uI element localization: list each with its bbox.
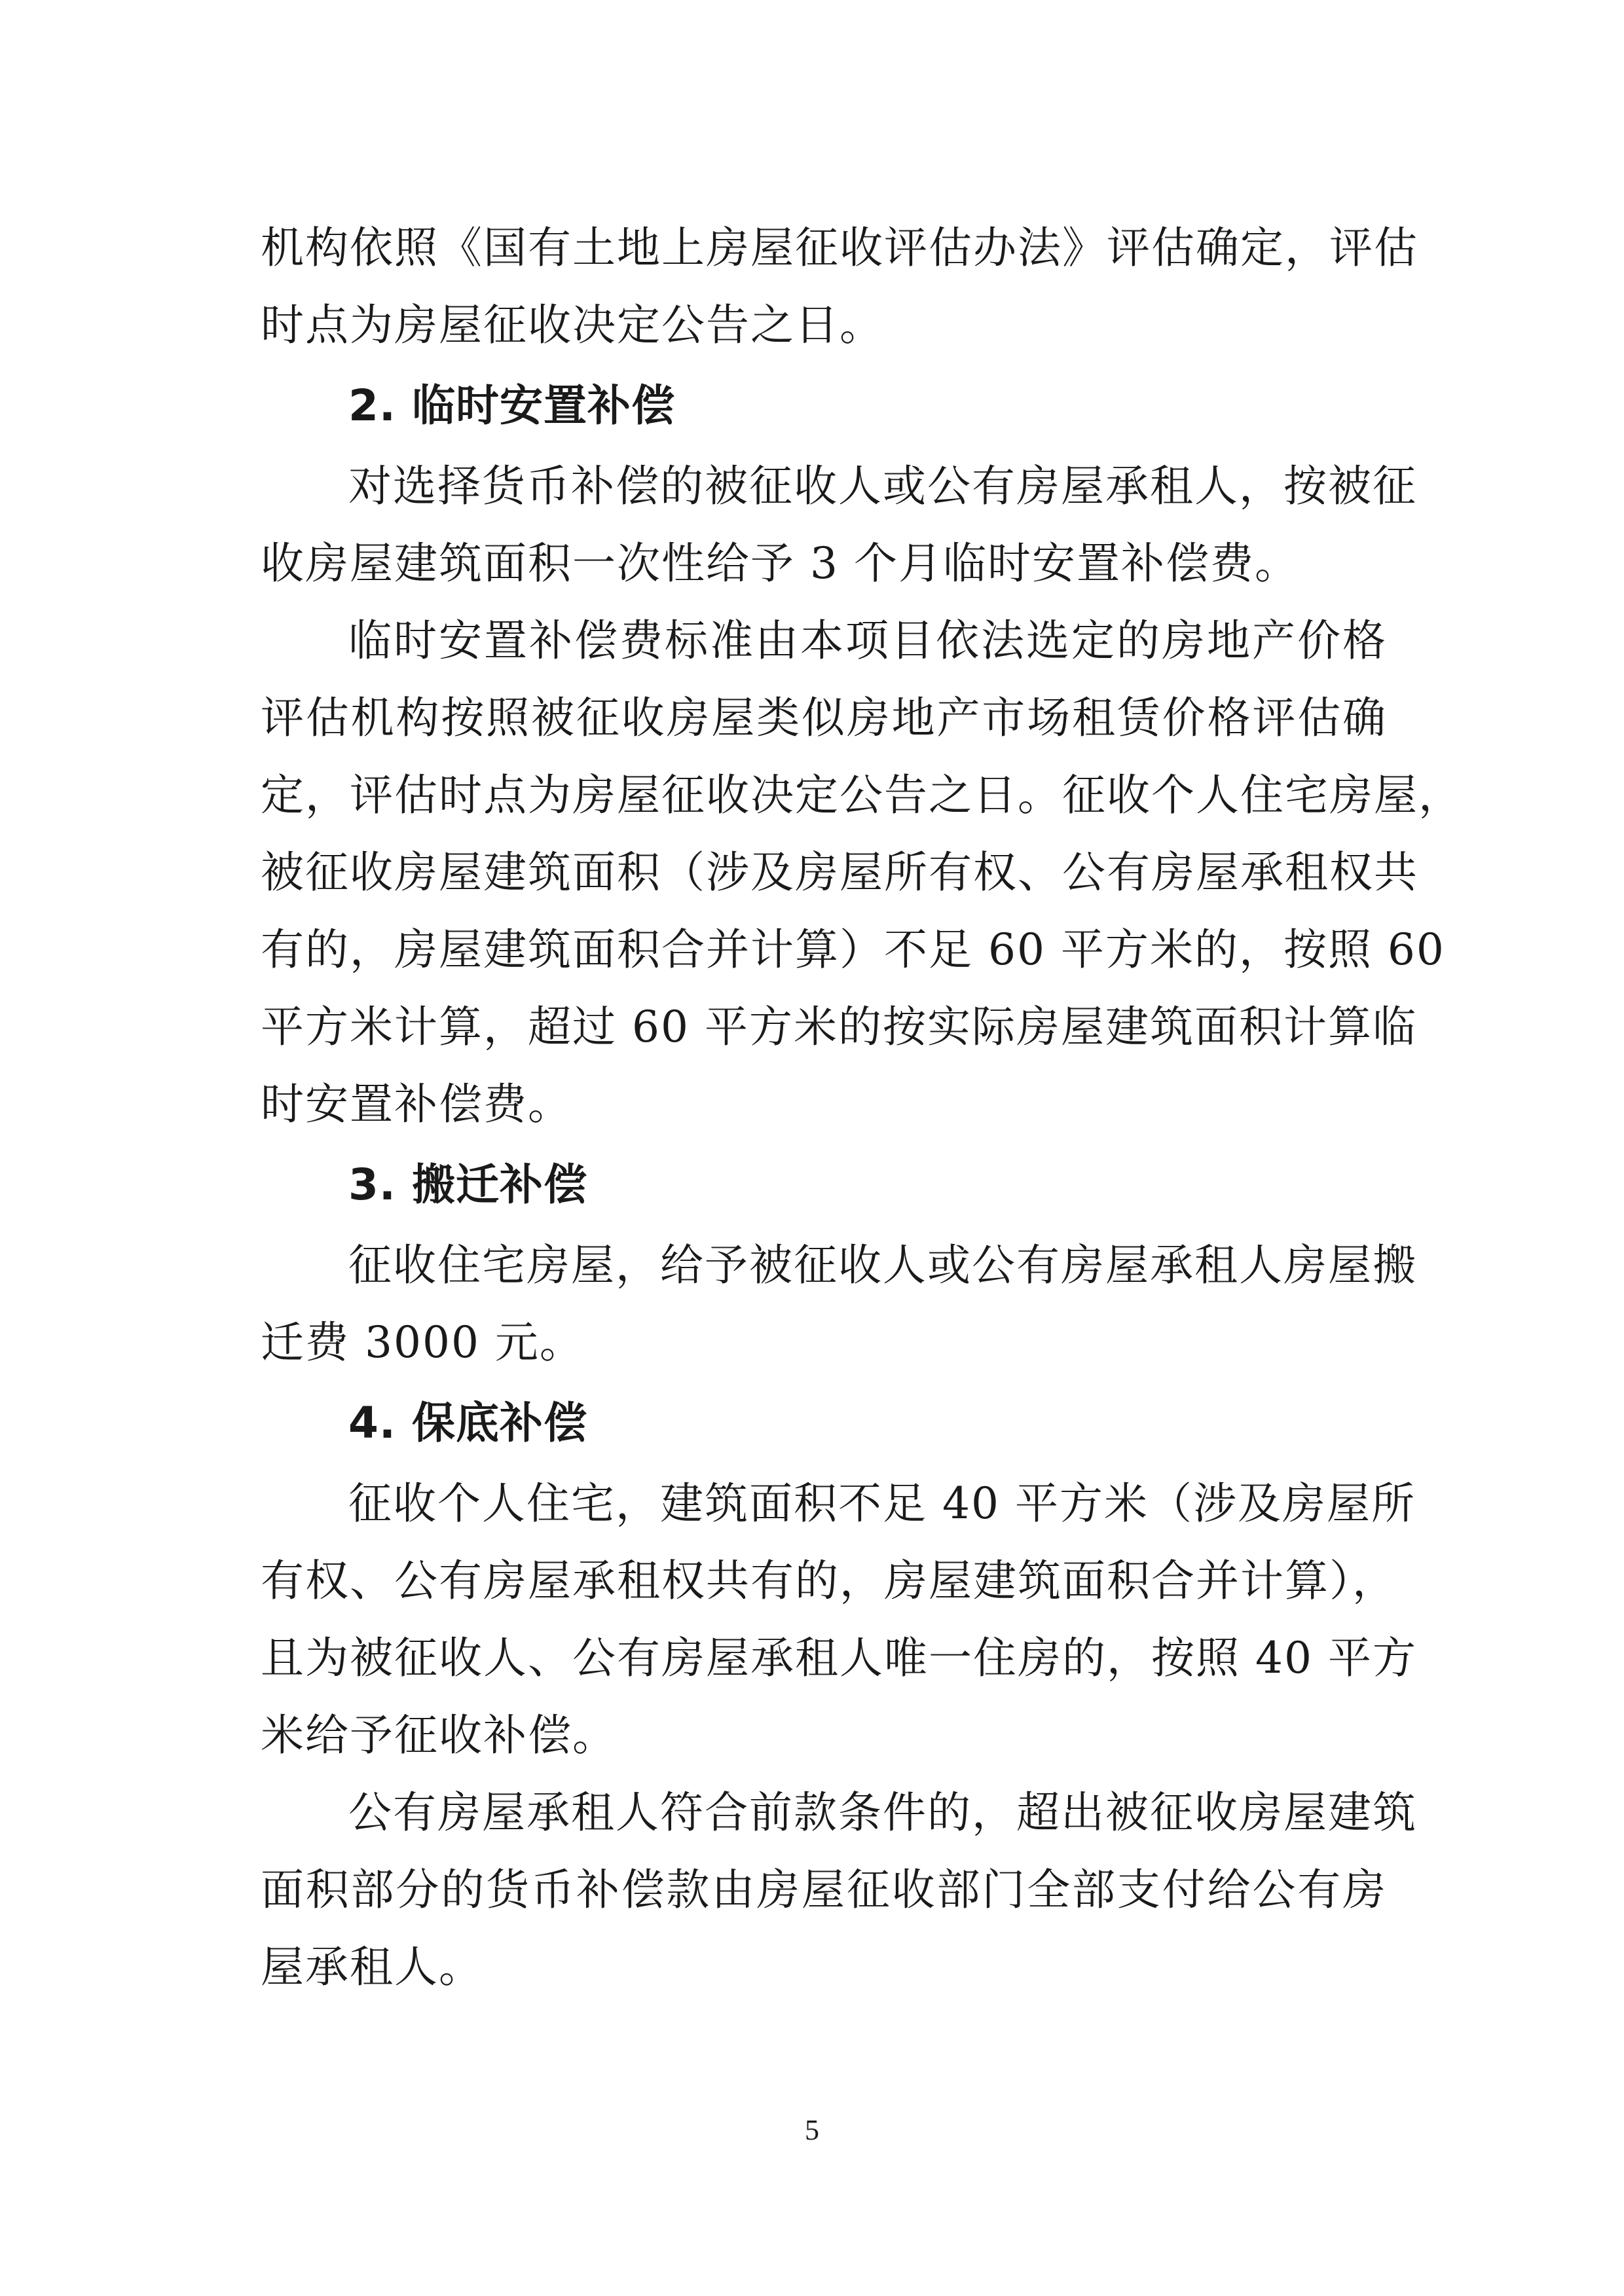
paragraph-line: 对选择货币补偿的被征收人或公有房屋承租人，按被征 [348, 461, 1417, 511]
paragraph-line: 迁费 3000 元。 [261, 1317, 584, 1368]
paragraph-line: 被征收房屋建筑面积（涉及房屋所有权、公有房屋承租权共 [261, 847, 1418, 898]
page-number: 5 [805, 2114, 819, 2146]
paragraph-line: 面积部分的货币补偿款由房屋征收部门全部支付给公有房 [261, 1865, 1387, 1915]
paragraph-line: 屋承租人。 [261, 1942, 483, 1992]
section-heading-minimum-compensation: 4. 保底补偿 [348, 1398, 587, 1448]
paragraph-line: 评估机构按照被征收房屋类似房地产市场租赁价格评估确 [261, 693, 1387, 743]
section-heading-temporary-resettlement: 2. 临时安置补偿 [348, 380, 675, 431]
paragraph-line: 临时安置补偿费标准由本项目依法选定的房地产价格 [348, 615, 1387, 666]
paragraph-line: 公有房屋承租人符合前款条件的，超出被征收房屋建筑 [348, 1787, 1417, 1838]
paragraph-line: 米给予征收补偿。 [261, 1710, 617, 1760]
paragraph-line: 征收个人住宅，建筑面积不足 40 平方米（涉及房屋所 [348, 1478, 1416, 1529]
paragraph-line: 平方米计算，超过 60 平方米的按实际房屋建筑面积计算临 [261, 1002, 1417, 1052]
paragraph-line: 有的，房屋建筑面积合并计算）不足 60 平方米的，按照 60 [261, 924, 1445, 975]
paragraph-line: 且为被征收人、公有房屋承租人唯一住房的，按照 40 平方 [261, 1633, 1417, 1683]
paragraph-line: 有权、公有房屋承租权共有的，房屋建筑面积合并计算）， [261, 1556, 1397, 1606]
paragraph-line: 征收住宅房屋，给予被征收人或公有房屋承租人房屋搬 [348, 1240, 1417, 1290]
paragraph-line: 收房屋建筑面积一次性给予 3 个月临时安置补偿费。 [261, 538, 1299, 589]
section-heading-relocation: 3. 搬迁补偿 [348, 1159, 587, 1210]
paragraph-line: 时安置补偿费。 [261, 1079, 572, 1129]
document-body [261, 210, 1463, 2006]
paragraph-line: 时点为房屋征收决定公告之日。 [261, 300, 884, 350]
paragraph-line: 机构依照《国有土地上房屋征收评估办法》评估确定，评估 [261, 223, 1418, 273]
paragraph-line: 定，评估时点为房屋征收决定公告之日。征收个人住宅房屋， [261, 770, 1463, 820]
